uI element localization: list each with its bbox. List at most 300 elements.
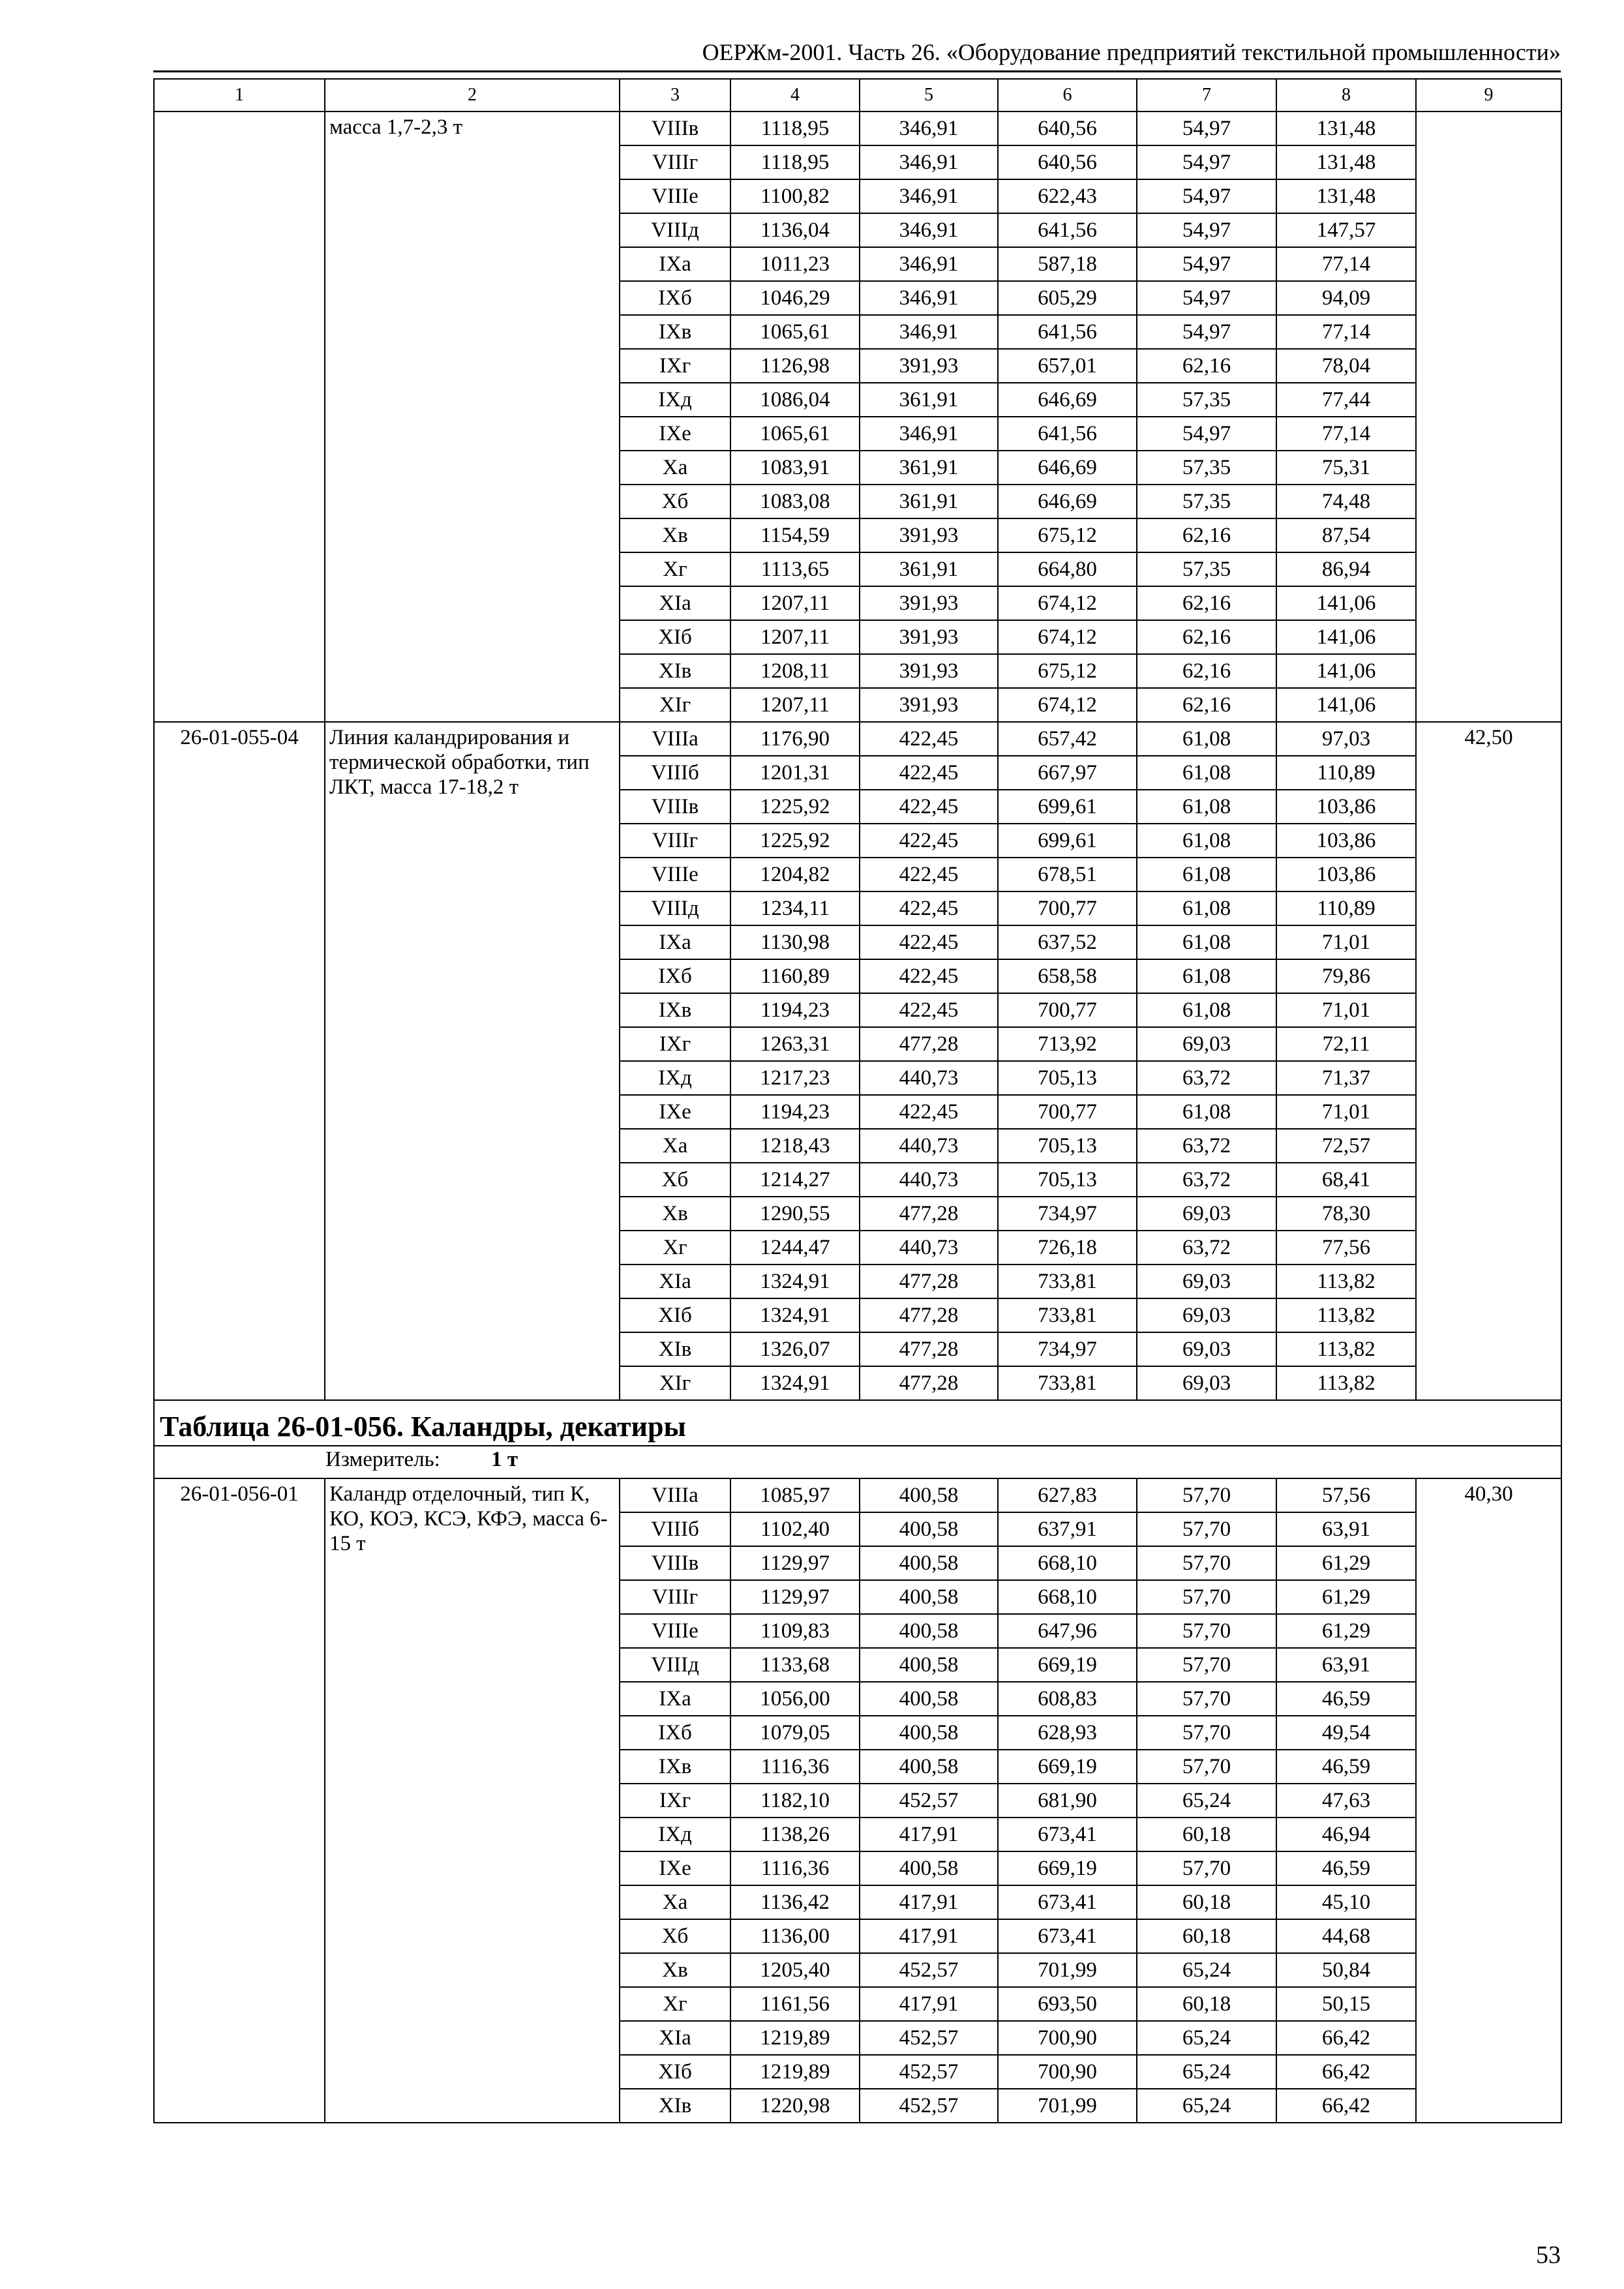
value-cell: 440,73 <box>860 1163 998 1197</box>
value-cell: 57,70 <box>1137 1648 1276 1682</box>
value-cell: 110,89 <box>1276 891 1416 925</box>
value-cell: 361,91 <box>860 552 998 586</box>
value-cell: 440,73 <box>860 1129 998 1163</box>
value-cell: 477,28 <box>860 1027 998 1061</box>
value-cell: 646,69 <box>998 383 1137 417</box>
group-continuation <box>154 112 1561 722</box>
value-cell: 72,57 <box>1276 1129 1416 1163</box>
value-cell: 734,97 <box>998 1197 1137 1231</box>
value-cell: 54,97 <box>1137 247 1276 281</box>
value-cell: 54,97 <box>1137 112 1276 145</box>
value-cell: 60,18 <box>1137 1919 1276 1953</box>
value-cell: 65,24 <box>1137 2055 1276 2089</box>
value-cell: 1102,40 <box>730 1512 860 1546</box>
column9-cell: 42,50 <box>1416 722 1561 1400</box>
value-cell: 477,28 <box>860 1197 998 1231</box>
class-cell: VIIIа <box>620 1478 730 1512</box>
class-cell: XIв <box>620 1332 730 1366</box>
class-cell: VIIIд <box>620 213 730 247</box>
value-cell: 361,91 <box>860 485 998 518</box>
value-cell: 664,80 <box>998 552 1137 586</box>
class-cell: XIа <box>620 1264 730 1298</box>
value-cell: 701,99 <box>998 2089 1137 2123</box>
value-cell: 477,28 <box>860 1298 998 1332</box>
value-cell: 1085,97 <box>730 1478 860 1512</box>
value-cell: 700,77 <box>998 1095 1137 1129</box>
class-cell: VIIIб <box>620 756 730 790</box>
value-cell: 62,16 <box>1137 349 1276 383</box>
class-cell: XIб <box>620 2055 730 2089</box>
value-cell: 627,83 <box>998 1478 1137 1512</box>
value-cell: 77,14 <box>1276 315 1416 349</box>
value-cell: 700,77 <box>998 891 1137 925</box>
value-cell: 57,70 <box>1137 1750 1276 1784</box>
value-cell: 46,59 <box>1276 1851 1416 1885</box>
class-cell: IXе <box>620 1095 730 1129</box>
column-number: 3 <box>620 79 730 112</box>
code-cell <box>154 112 325 722</box>
value-cell: 1116,36 <box>730 1851 860 1885</box>
value-cell: 1225,92 <box>730 790 860 824</box>
class-cell: Xв <box>620 518 730 552</box>
value-cell: 57,56 <box>1276 1478 1416 1512</box>
class-cell: Xг <box>620 552 730 586</box>
value-cell: 69,03 <box>1137 1264 1276 1298</box>
value-cell: 71,01 <box>1276 925 1416 959</box>
value-cell: 103,86 <box>1276 790 1416 824</box>
page-header: ОЕРЖм-2001. Часть 26. «Оборудование предприятий текстильной промышленности» <box>153 38 1561 72</box>
value-cell: 647,96 <box>998 1614 1137 1648</box>
column-number: 9 <box>1416 79 1561 112</box>
value-cell: 61,29 <box>1276 1546 1416 1580</box>
class-cell: IXв <box>620 1750 730 1784</box>
table-row <box>154 722 1561 756</box>
value-cell: 391,93 <box>860 620 998 654</box>
value-cell: 60,18 <box>1137 1885 1276 1919</box>
value-cell: 71,01 <box>1276 993 1416 1027</box>
value-cell: 674,12 <box>998 620 1137 654</box>
value-cell: 78,30 <box>1276 1197 1416 1231</box>
value-cell: 700,77 <box>998 993 1137 1027</box>
class-cell: XIг <box>620 1366 730 1400</box>
value-cell: 628,93 <box>998 1716 1137 1750</box>
value-cell: 1290,55 <box>730 1197 860 1231</box>
value-cell: 440,73 <box>860 1231 998 1264</box>
value-cell: 422,45 <box>860 925 998 959</box>
value-cell: 65,24 <box>1137 1784 1276 1818</box>
class-cell: VIIIг <box>620 1580 730 1614</box>
class-cell: VIIIе <box>620 858 730 891</box>
class-cell: XIа <box>620 586 730 620</box>
column-number: 8 <box>1276 79 1416 112</box>
value-cell: 131,48 <box>1276 179 1416 213</box>
value-cell: 1136,00 <box>730 1919 860 1953</box>
value-cell: 658,58 <box>998 959 1137 993</box>
value-cell: 693,50 <box>998 1987 1137 2021</box>
value-cell: 733,81 <box>998 1366 1137 1400</box>
value-cell: 65,24 <box>1137 2021 1276 2055</box>
value-cell: 131,48 <box>1276 145 1416 179</box>
value-cell: 640,56 <box>998 112 1137 145</box>
value-cell: 141,06 <box>1276 654 1416 688</box>
value-cell: 417,91 <box>860 1885 998 1919</box>
value-cell: 61,08 <box>1137 959 1276 993</box>
value-cell: 1113,65 <box>730 552 860 586</box>
value-cell: 681,90 <box>998 1784 1137 1818</box>
description-cell: Линия каландрирования и термической обработки, тип ЛКТ, масса 17-18,2 т <box>325 722 620 1400</box>
class-cell: VIIIв <box>620 112 730 145</box>
column-number: 6 <box>998 79 1137 112</box>
value-cell: 50,84 <box>1276 1953 1416 1987</box>
value-cell: 46,94 <box>1276 1818 1416 1851</box>
unit-label: Измеритель: <box>325 1448 440 1471</box>
value-cell: 57,35 <box>1137 552 1276 586</box>
value-cell: 75,31 <box>1276 451 1416 485</box>
value-cell: 675,12 <box>998 654 1137 688</box>
value-cell: 1109,83 <box>730 1614 860 1648</box>
value-cell: 637,52 <box>998 925 1137 959</box>
value-cell: 1244,47 <box>730 1231 860 1264</box>
value-cell: 699,61 <box>998 824 1137 858</box>
value-cell: 61,08 <box>1137 993 1276 1027</box>
value-cell: 641,56 <box>998 213 1137 247</box>
value-cell: 700,90 <box>998 2021 1137 2055</box>
value-cell: 1204,82 <box>730 858 860 891</box>
value-cell: 391,93 <box>860 349 998 383</box>
value-cell: 734,97 <box>998 1332 1137 1366</box>
value-cell: 65,24 <box>1137 2089 1276 2123</box>
value-cell: 646,69 <box>998 485 1137 518</box>
code-cell: 26-01-056-01 <box>154 1478 325 2123</box>
value-cell: 1234,11 <box>730 891 860 925</box>
value-cell: 608,83 <box>998 1682 1137 1716</box>
value-cell: 1133,68 <box>730 1648 860 1682</box>
value-cell: 50,15 <box>1276 1987 1416 2021</box>
value-cell: 141,06 <box>1276 688 1416 722</box>
value-cell: 1154,59 <box>730 518 860 552</box>
value-cell: 1100,82 <box>730 179 860 213</box>
value-cell: 54,97 <box>1137 145 1276 179</box>
value-cell: 66,42 <box>1276 2021 1416 2055</box>
value-cell: 1130,98 <box>730 925 860 959</box>
value-cell: 622,43 <box>998 179 1137 213</box>
table-row <box>154 112 1561 145</box>
value-cell: 400,58 <box>860 1648 998 1682</box>
value-cell: 1083,91 <box>730 451 860 485</box>
value-cell: 440,73 <box>860 1061 998 1095</box>
value-cell: 417,91 <box>860 1919 998 1953</box>
value-cell: 62,16 <box>1137 688 1276 722</box>
value-cell: 1182,10 <box>730 1784 860 1818</box>
class-cell: IXв <box>620 315 730 349</box>
value-cell: 422,45 <box>860 959 998 993</box>
norms-table-wrapper <box>153 78 1561 2123</box>
value-cell: 733,81 <box>998 1264 1137 1298</box>
class-cell: Xа <box>620 451 730 485</box>
value-cell: 346,91 <box>860 247 998 281</box>
value-cell: 86,94 <box>1276 552 1416 586</box>
value-cell: 54,97 <box>1137 179 1276 213</box>
value-cell: 400,58 <box>860 1580 998 1614</box>
value-cell: 62,16 <box>1137 586 1276 620</box>
value-cell: 74,48 <box>1276 485 1416 518</box>
class-cell: IXд <box>620 1818 730 1851</box>
description-cell: масса 1,7-2,3 т <box>325 112 620 722</box>
value-cell: 49,54 <box>1276 1716 1416 1750</box>
value-cell: 400,58 <box>860 1750 998 1784</box>
value-cell: 47,63 <box>1276 1784 1416 1818</box>
value-cell: 103,86 <box>1276 858 1416 891</box>
value-cell: 646,69 <box>998 451 1137 485</box>
table-unit-row <box>154 1446 1561 1478</box>
column-number: 2 <box>325 79 620 112</box>
value-cell: 68,41 <box>1276 1163 1416 1197</box>
value-cell: 361,91 <box>860 383 998 417</box>
value-cell: 54,97 <box>1137 213 1276 247</box>
value-cell: 400,58 <box>860 1512 998 1546</box>
value-cell: 57,35 <box>1137 485 1276 518</box>
value-cell: 97,03 <box>1276 722 1416 756</box>
value-cell: 141,06 <box>1276 620 1416 654</box>
value-cell: 147,57 <box>1276 213 1416 247</box>
value-cell: 1046,29 <box>730 281 860 315</box>
value-cell: 637,91 <box>998 1512 1137 1546</box>
value-cell: 57,70 <box>1137 1851 1276 1885</box>
class-cell: VIIIб <box>620 1512 730 1546</box>
class-cell: Xа <box>620 1885 730 1919</box>
class-cell: VIIIв <box>620 790 730 824</box>
value-cell: 640,56 <box>998 145 1137 179</box>
value-cell: 113,82 <box>1276 1264 1416 1298</box>
value-cell: 141,06 <box>1276 586 1416 620</box>
value-cell: 63,91 <box>1276 1648 1416 1682</box>
class-cell: XIг <box>620 688 730 722</box>
value-cell: 1219,89 <box>730 2021 860 2055</box>
value-cell: 673,41 <box>998 1818 1137 1851</box>
value-cell: 452,57 <box>860 2021 998 2055</box>
class-cell: IXе <box>620 1851 730 1885</box>
value-cell: 673,41 <box>998 1919 1137 1953</box>
value-cell: 69,03 <box>1137 1027 1276 1061</box>
value-cell: 1129,97 <box>730 1580 860 1614</box>
class-cell: VIIIг <box>620 824 730 858</box>
value-cell: 391,93 <box>860 654 998 688</box>
value-cell: 422,45 <box>860 891 998 925</box>
value-cell: 391,93 <box>860 586 998 620</box>
value-cell: 452,57 <box>860 1784 998 1818</box>
value-cell: 701,99 <box>998 1953 1137 1987</box>
class-cell: Xа <box>620 1129 730 1163</box>
value-cell: 1083,08 <box>730 485 860 518</box>
value-cell: 1079,05 <box>730 1716 860 1750</box>
column9-cell <box>1416 112 1561 722</box>
value-cell: 675,12 <box>998 518 1137 552</box>
value-cell: 61,08 <box>1137 858 1276 891</box>
value-cell: 713,92 <box>998 1027 1137 1061</box>
value-cell: 1217,23 <box>730 1061 860 1095</box>
column9-cell: 40,30 <box>1416 1478 1561 2123</box>
value-cell: 668,10 <box>998 1580 1137 1614</box>
value-cell: 726,18 <box>998 1231 1137 1264</box>
value-cell: 1136,42 <box>730 1885 860 1919</box>
value-cell: 63,72 <box>1137 1163 1276 1197</box>
value-cell: 1207,11 <box>730 586 860 620</box>
value-cell: 46,59 <box>1276 1750 1416 1784</box>
value-cell: 1129,97 <box>730 1546 860 1580</box>
value-cell: 66,42 <box>1276 2055 1416 2089</box>
unit-value: 1 т <box>491 1448 519 1471</box>
value-cell: 391,93 <box>860 518 998 552</box>
value-cell: 669,19 <box>998 1648 1137 1682</box>
value-cell: 1326,07 <box>730 1332 860 1366</box>
value-cell: 1118,95 <box>730 112 860 145</box>
value-cell: 699,61 <box>998 790 1137 824</box>
value-cell: 57,70 <box>1137 1614 1276 1648</box>
value-cell: 46,59 <box>1276 1682 1416 1716</box>
class-cell: IXд <box>620 383 730 417</box>
value-cell: 63,72 <box>1137 1061 1276 1095</box>
value-cell: 78,04 <box>1276 349 1416 383</box>
class-cell: IXе <box>620 417 730 451</box>
class-cell: VIIIе <box>620 179 730 213</box>
value-cell: 641,56 <box>998 417 1137 451</box>
value-cell: 69,03 <box>1137 1298 1276 1332</box>
value-cell: 1194,23 <box>730 993 860 1027</box>
class-cell: IXг <box>620 1027 730 1061</box>
value-cell: 62,16 <box>1137 620 1276 654</box>
value-cell: 1324,91 <box>730 1264 860 1298</box>
value-cell: 678,51 <box>998 858 1137 891</box>
value-cell: 44,68 <box>1276 1919 1416 1953</box>
value-cell: 346,91 <box>860 315 998 349</box>
value-cell: 54,97 <box>1137 417 1276 451</box>
value-cell: 417,91 <box>860 1987 998 2021</box>
value-cell: 422,45 <box>860 722 998 756</box>
value-cell: 61,29 <box>1276 1580 1416 1614</box>
value-cell: 477,28 <box>860 1366 998 1400</box>
value-cell: 1065,61 <box>730 417 860 451</box>
value-cell: 1219,89 <box>730 2055 860 2089</box>
class-cell: VIIIа <box>620 722 730 756</box>
value-cell: 57,70 <box>1137 1682 1276 1716</box>
value-cell: 668,10 <box>998 1546 1137 1580</box>
value-cell: 57,70 <box>1137 1512 1276 1546</box>
value-cell: 705,13 <box>998 1163 1137 1197</box>
value-cell: 113,82 <box>1276 1332 1416 1366</box>
value-cell: 77,56 <box>1276 1231 1416 1264</box>
value-cell: 1205,40 <box>730 1953 860 1987</box>
value-cell: 61,08 <box>1137 756 1276 790</box>
class-cell: IXа <box>620 1682 730 1716</box>
value-cell: 87,54 <box>1276 518 1416 552</box>
value-cell: 1214,27 <box>730 1163 860 1197</box>
value-cell: 1201,31 <box>730 756 860 790</box>
value-cell: 1176,90 <box>730 722 860 756</box>
value-cell: 1324,91 <box>730 1298 860 1332</box>
column-number: 5 <box>860 79 998 112</box>
value-cell: 77,44 <box>1276 383 1416 417</box>
class-cell: Xг <box>620 1987 730 2021</box>
value-cell: 63,72 <box>1137 1129 1276 1163</box>
column-number: 7 <box>1137 79 1276 112</box>
norms-table <box>153 78 1562 2123</box>
value-cell: 61,08 <box>1137 925 1276 959</box>
value-cell: 400,58 <box>860 1614 998 1648</box>
value-cell: 65,24 <box>1137 1953 1276 1987</box>
class-cell: XIб <box>620 1298 730 1332</box>
value-cell: 452,57 <box>860 2089 998 2123</box>
value-cell: 422,45 <box>860 858 998 891</box>
value-cell: 422,45 <box>860 824 998 858</box>
value-cell: 361,91 <box>860 451 998 485</box>
group-26-01-056-01 <box>154 1478 1561 2123</box>
value-cell: 346,91 <box>860 179 998 213</box>
value-cell: 705,13 <box>998 1129 1137 1163</box>
class-cell: IXа <box>620 925 730 959</box>
class-cell: IXг <box>620 349 730 383</box>
value-cell: 54,97 <box>1137 281 1276 315</box>
value-cell: 1207,11 <box>730 688 860 722</box>
class-cell: VIIIд <box>620 1648 730 1682</box>
class-cell: IXб <box>620 959 730 993</box>
value-cell: 1263,31 <box>730 1027 860 1061</box>
value-cell: 1136,04 <box>730 213 860 247</box>
class-cell: XIб <box>620 620 730 654</box>
code-cell: 26-01-055-04 <box>154 722 325 1400</box>
value-cell: 391,93 <box>860 688 998 722</box>
value-cell: 1126,98 <box>730 349 860 383</box>
value-cell: 400,58 <box>860 1716 998 1750</box>
value-cell: 61,29 <box>1276 1614 1416 1648</box>
value-cell: 61,08 <box>1137 1095 1276 1129</box>
page-number: 53 <box>1536 2241 1561 2269</box>
value-cell: 71,01 <box>1276 1095 1416 1129</box>
class-cell: IXг <box>620 1784 730 1818</box>
value-cell: 54,97 <box>1137 315 1276 349</box>
value-cell: 57,35 <box>1137 383 1276 417</box>
value-cell: 110,89 <box>1276 756 1416 790</box>
value-cell: 422,45 <box>860 1095 998 1129</box>
value-cell: 1225,92 <box>730 824 860 858</box>
value-cell: 346,91 <box>860 281 998 315</box>
value-cell: 422,45 <box>860 993 998 1027</box>
value-cell: 61,08 <box>1137 891 1276 925</box>
class-cell: Xб <box>620 1919 730 1953</box>
value-cell: 1160,89 <box>730 959 860 993</box>
value-cell: 77,14 <box>1276 247 1416 281</box>
value-cell: 587,18 <box>998 247 1137 281</box>
value-cell: 57,35 <box>1137 451 1276 485</box>
value-cell: 346,91 <box>860 112 998 145</box>
value-cell: 422,45 <box>860 790 998 824</box>
value-cell: 94,09 <box>1276 281 1416 315</box>
value-cell: 72,11 <box>1276 1027 1416 1061</box>
value-cell: 452,57 <box>860 2055 998 2089</box>
value-cell: 69,03 <box>1137 1197 1276 1231</box>
column-number: 1 <box>154 79 325 112</box>
class-cell: IXд <box>620 1061 730 1095</box>
value-cell: 346,91 <box>860 417 998 451</box>
table-title-row <box>154 1400 1561 1446</box>
value-cell: 477,28 <box>860 1264 998 1298</box>
value-cell: 641,56 <box>998 315 1137 349</box>
value-cell: 477,28 <box>860 1332 998 1366</box>
value-cell: 400,58 <box>860 1546 998 1580</box>
value-cell: 45,10 <box>1276 1885 1416 1919</box>
value-cell: 669,19 <box>998 1851 1137 1885</box>
value-cell: 657,01 <box>998 349 1137 383</box>
value-cell: 66,42 <box>1276 2089 1416 2123</box>
